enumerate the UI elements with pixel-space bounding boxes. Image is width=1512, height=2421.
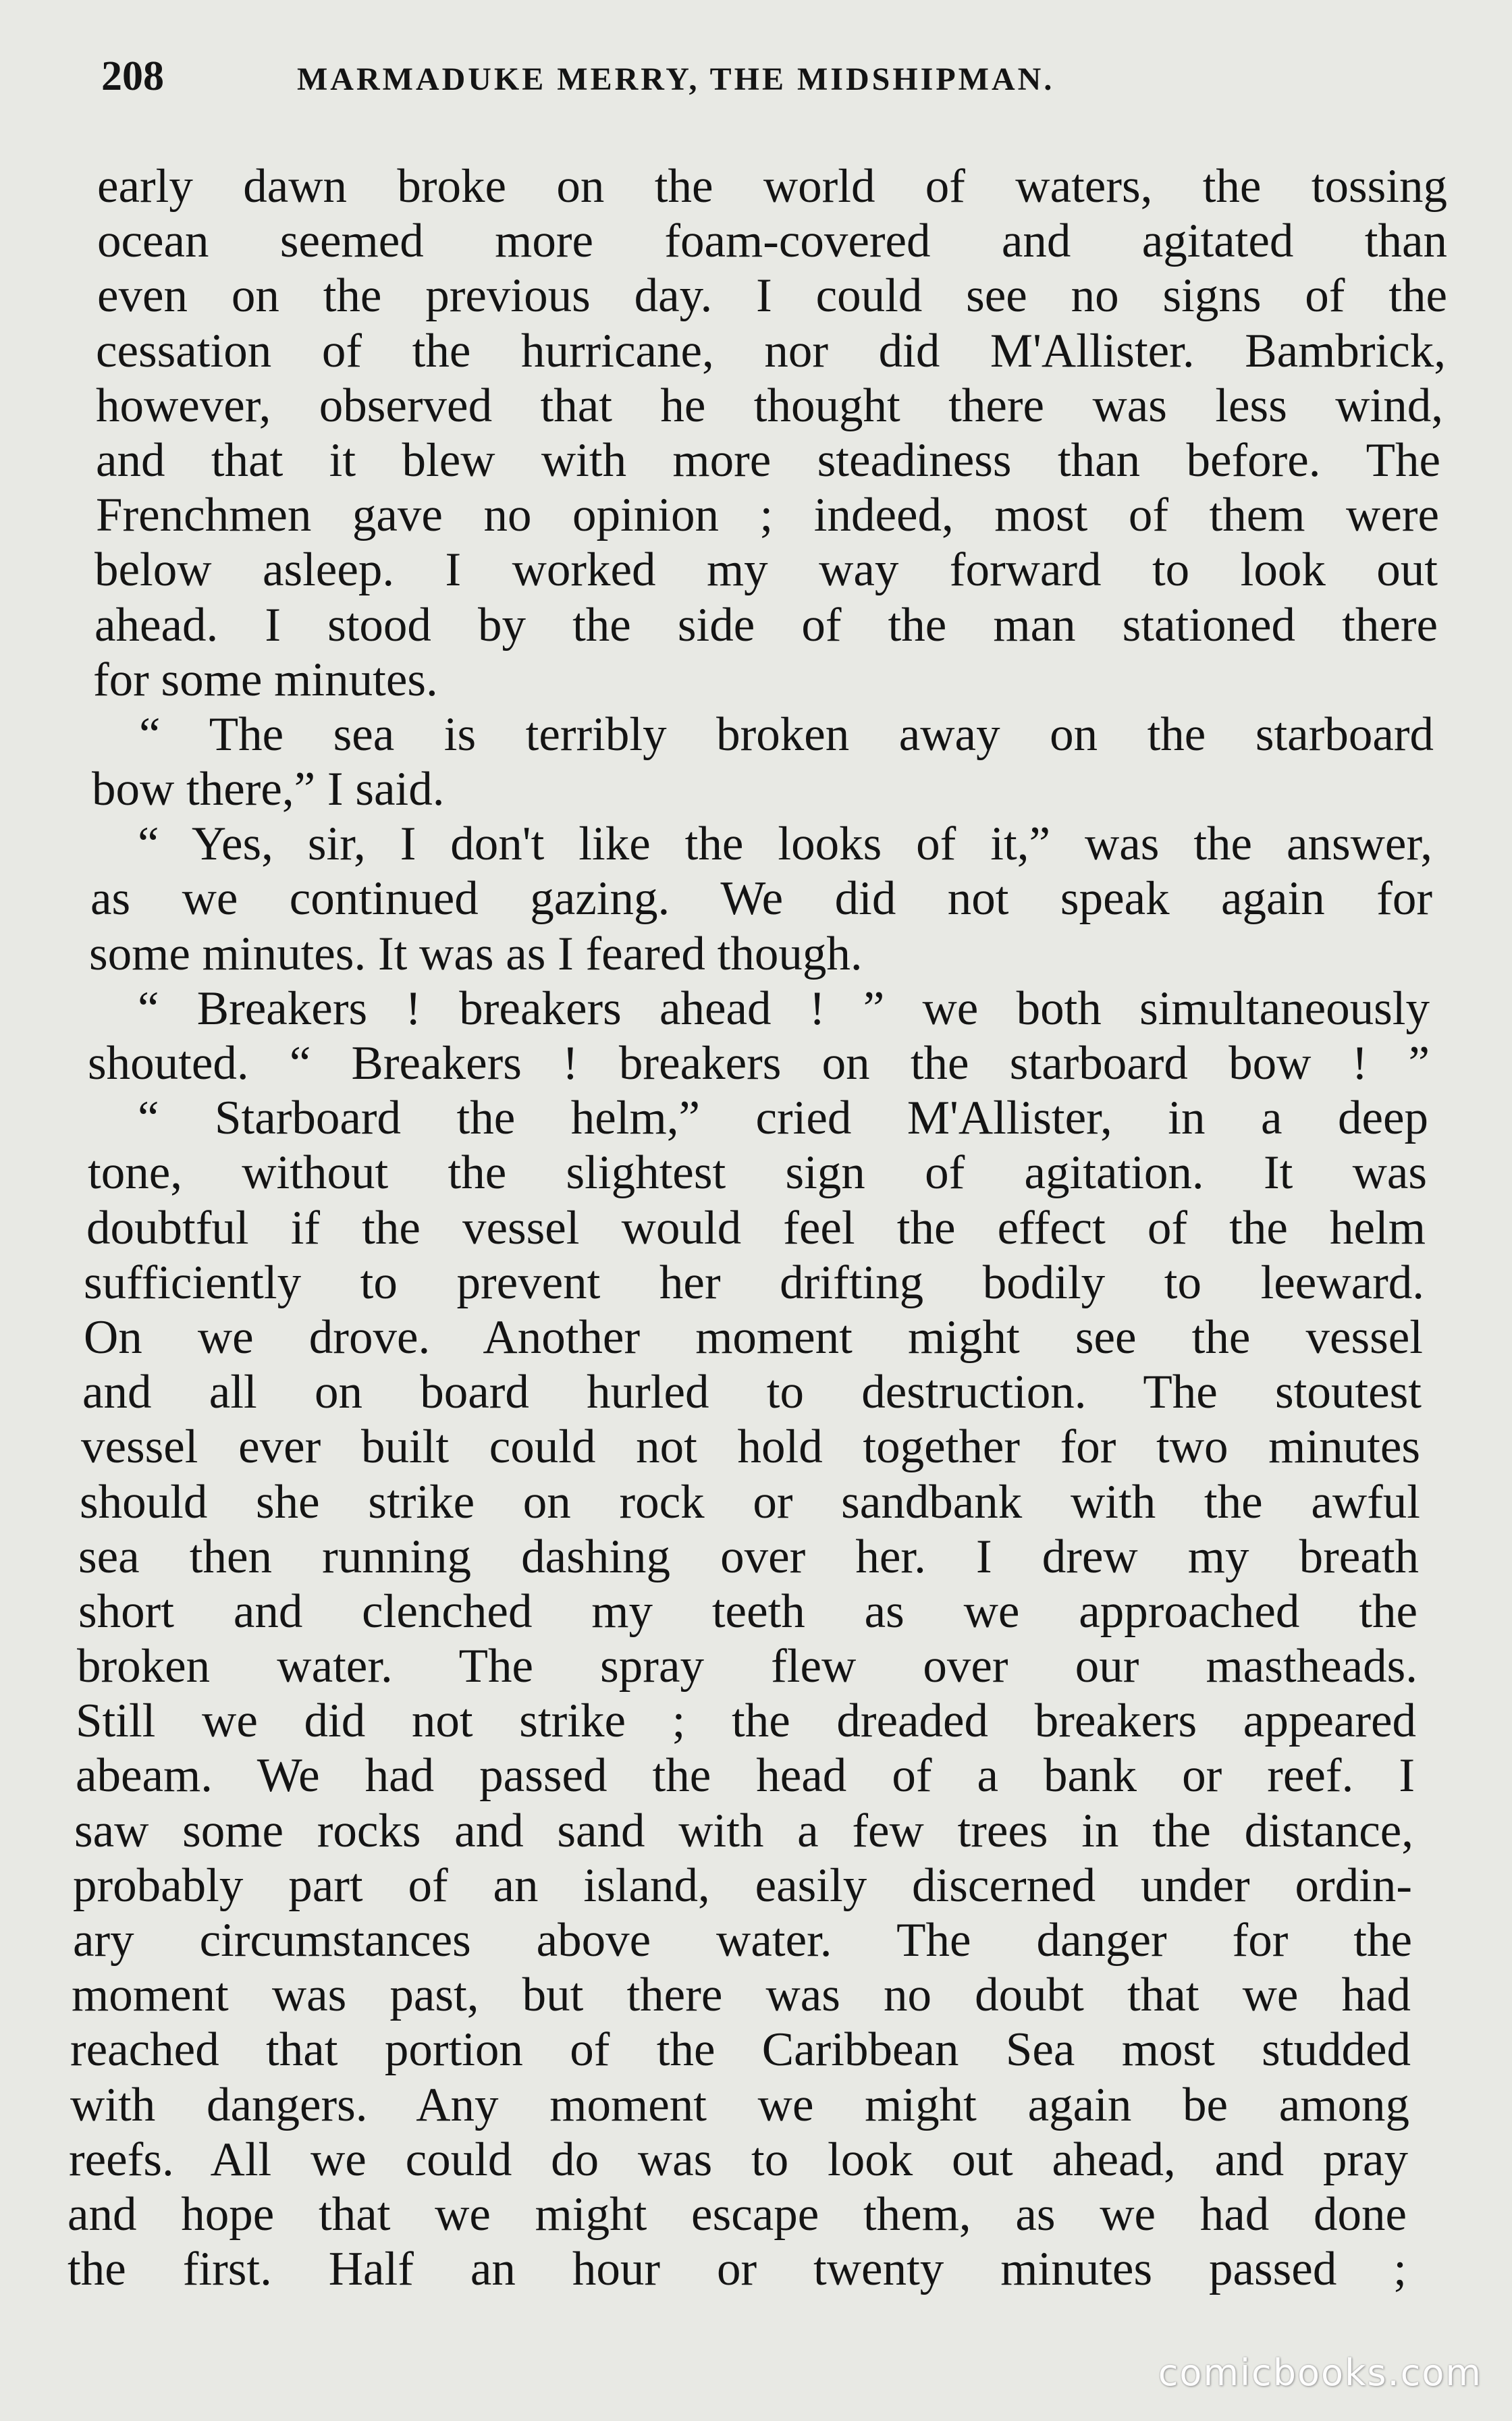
body-text — [68, 159, 1451, 2297]
text-line: even on the previous day. I could see no signs of the — [97, 269, 1447, 323]
text-line: bow there,” I said. — [92, 763, 445, 816]
text-line: shouted. “ Breakers ! breakers on the starboard bow ! ” — [88, 1037, 1430, 1090]
text-line: some minutes. It was as I feared though. — [89, 927, 863, 980]
text-line: cessation of the hurricane, nor did M'Allister. Bambrick, — [96, 324, 1446, 377]
text-line: reached that portion of the Caribbean Sea most studded — [70, 2023, 1411, 2077]
text-line: vessel ever built could not hold together for two minutes — [81, 1420, 1420, 1474]
page-number: 208 — [101, 53, 164, 99]
page-header — [101, 53, 1249, 113]
text-line: should she strike on rock or sandbank with the awful — [80, 1475, 1420, 1528]
text-line: abeam. We had passed the head of a bank or reef. I — [76, 1749, 1415, 1803]
text-line: the first. Half an hour or twenty minutes passed ; — [68, 2243, 1407, 2296]
text-line: and hope that we might escape them, as we had done — [68, 2187, 1407, 2241]
text-line: and all on board hurled to destruction. The stoutest — [82, 1366, 1422, 1419]
running-head: MARMADUKE MERRY, THE MIDSHIPMAN. — [297, 61, 1055, 97]
text-line: and that it blew with more steadiness than before. The — [96, 433, 1440, 487]
text-line: Still we did not strike ; the dreaded breakers appeared — [76, 1695, 1416, 1748]
text-line: early dawn broke on the world of waters, the tossing — [97, 160, 1447, 213]
text-line: for some minutes. — [93, 653, 438, 706]
text-line: ary circumstances above water. The danger for the — [73, 1914, 1412, 1967]
text-line: “ Starboard the helm,” cried M'Allister, in a deep — [138, 1092, 1428, 1145]
text-line: doubtful if the vessel would feel the effect of the helm — [86, 1201, 1426, 1254]
text-line: short and clenched my teeth as we approached the — [78, 1585, 1418, 1638]
text-line: sea then running dashing over her. I drew my breath — [78, 1530, 1419, 1583]
text-line: ocean seemed more foam-covered and agitated than — [97, 215, 1447, 268]
text-line: tone, without the slightest sign of agitation. It was — [88, 1146, 1427, 1200]
text-line: broken water. The spray flew over our mastheads. — [77, 1640, 1418, 1693]
text-line: moment was past, but there was no doubt that we had — [72, 1969, 1411, 2022]
text-line: probably part of an island, easily discerned under ordin- — [73, 1859, 1412, 1912]
text-line: “ Breakers ! breakers ahead ! ” we both simultaneously — [138, 982, 1430, 1035]
text-line: On we drove. Another moment might see the vessel — [84, 1310, 1423, 1364]
text-line: however, observed that he thought there was less wind, — [96, 379, 1443, 432]
text-line: as we continued gazing. We did not speak again for — [90, 872, 1432, 926]
text-line: below asleep. I worked my way forward to look out — [94, 543, 1438, 597]
text-line: sufficiently to prevent her drifting bodily to leeward. — [84, 1256, 1424, 1309]
text-line: “ The sea is terribly broken away on the starboard — [139, 708, 1434, 761]
text-line: “ Yes, sir, I don't like the looks of it,” was the answer, — [138, 818, 1432, 871]
text-line: ahead. I stood by the side of the man stationed there — [94, 598, 1438, 651]
text-line: with dangers. Any moment we might again be among — [70, 2078, 1409, 2131]
text-line: reefs. All we could do was to look out ahead, and pray — [69, 2133, 1408, 2186]
site-watermark: comicbooks.com — [1158, 2351, 1482, 2394]
text-line: Frenchmen gave no opinion ; indeed, most of them were — [96, 489, 1439, 542]
text-line: saw some rocks and sand with a few trees in the distance, — [74, 1804, 1413, 1857]
